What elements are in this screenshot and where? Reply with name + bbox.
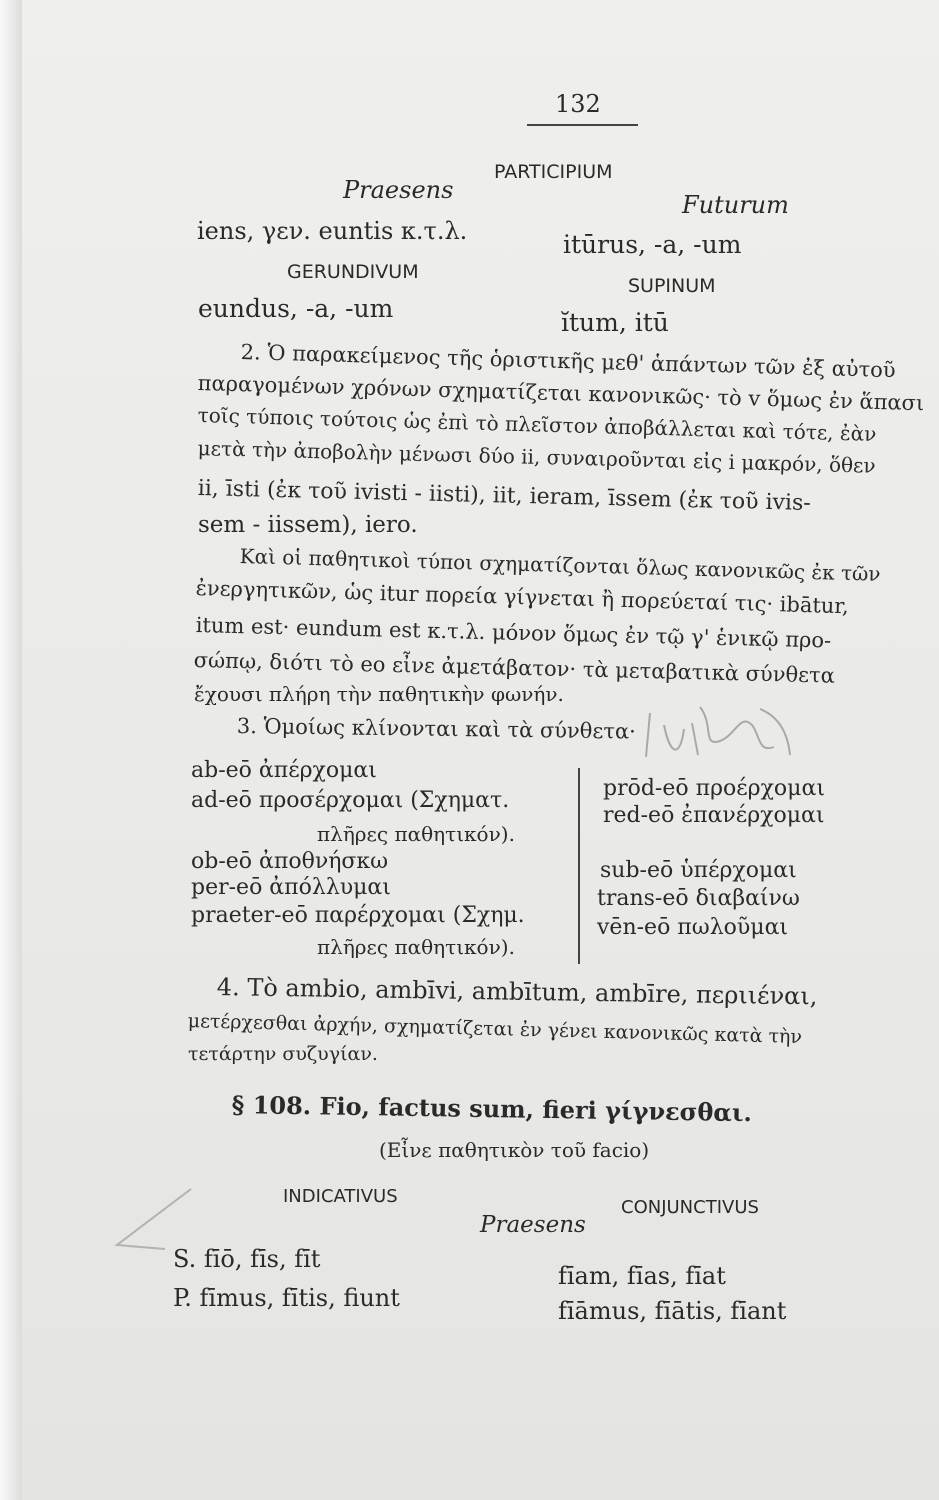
paragraph-line: τετάρτην συζυγίαν. — [188, 1043, 378, 1065]
compounds-divider — [578, 768, 580, 964]
compound-entry: ab-eō ἀπέρχομαι — [191, 758, 377, 783]
page-edge — [0, 0, 22, 1500]
book-page — [22, 0, 939, 1500]
section-108-title: § 108. Fio, factus sum, fieri γίγνεσθαι. — [231, 1090, 753, 1128]
pencil-scribble — [640, 695, 800, 775]
compound-entry: ad-eō προσέρχομαι (Σχηματ. — [191, 788, 510, 813]
gerundivum-form: eundus, -a, -um — [198, 294, 394, 323]
paragraph-line: μετέρχεσθαι ἀρχήν, σχηματίζεται ἐν γένει κανονικῶς κατὰ τὴν — [187, 1010, 803, 1049]
participium-heading: PARTICIPIUM — [494, 161, 613, 183]
paragraph-3: 3. Ὁμοίως κλίνονται καὶ τὰ σύνθετα· — [236, 714, 636, 744]
paragraph-line: sem - iissem), iero. — [198, 512, 418, 538]
conjunctivus-label: CONJUNCTIVUS — [621, 1197, 759, 1218]
page-number: 132 — [555, 90, 601, 118]
paragraph-line: παραγομένων χρόνων σχηματίζεται κανονικῶς· τὸ v ὅμως ἐν ἅπασι — [197, 371, 925, 416]
participle-praesens-form: iens, γεν. euntis κ.τ.λ. — [197, 217, 468, 245]
paragraph-line: ii, īsti (ἐκ τοῦ ivisti - iisti), iit, ieram, īssem (ἐκ τοῦ ivis- — [197, 476, 812, 516]
paragraph-line: 2. Ὁ παρακείμενος τῆς ὁριστικῆς μεθ' ἁπάντων τῶν ἐξ αὐτοῦ — [240, 340, 896, 383]
gerundivum-label: GERUNDIVUM — [287, 261, 419, 283]
compound-entry: ob-eō ἀποθνήσκω — [191, 849, 389, 874]
paragraph-line: τοῖς τύποις τούτοις ὡς ἐπὶ τὸ πλεῖστον ἀποβάλλεται καὶ τότε, ἐὰν — [197, 403, 877, 446]
compound-entry: praeter-eō παρέρχομαι (Σχημ. — [191, 903, 525, 928]
compound-entry: per-eō ἀπόλλυμαι — [191, 875, 391, 900]
paragraph-line: ἔχουσι πλήρη τὴν παθητικὴν φωνήν. — [194, 682, 564, 706]
futurum-label: Futurum — [682, 191, 789, 219]
compound-entry: prōd-eō προέρχομαι — [603, 776, 825, 801]
compound-entry: trans-eō διαβαίνω — [597, 886, 800, 911]
page-number-rule — [527, 124, 638, 126]
compound-entry: sub-eō ὑπέρχομαι — [600, 858, 797, 883]
paragraph-line: Καὶ οἱ παθητικοὶ τύποι σχηματίζονται ὅλως κανονικῶς ἐκ τῶν — [239, 544, 881, 586]
paragraph-line: ἐνεργητικῶν, ὡς itur πορεία γίγνεται ἢ πορεύεταί τις· ibātur, — [195, 576, 850, 619]
paragraph-line: 4. Τὸ ambio, ambīvi, ambītum, ambīre, περιιέναι, — [216, 973, 818, 1011]
praesens-label-108: Praesens — [480, 1212, 586, 1238]
conjunctive-plural: fīāmus, fīātis, fīant — [558, 1297, 787, 1325]
indicativus-label: INDICATIVUS — [283, 1186, 398, 1207]
praesens-label: Praesens — [343, 176, 454, 204]
participle-futurum-form: itūrus, -a, -um — [563, 230, 742, 259]
paragraph-line: σώπῳ, διότι τὸ eo εἶνε ἀμετάβατον· τὰ μεταβατικὰ σύνθετα — [193, 648, 836, 688]
paragraph-line: itum est· eundum est κ.τ.λ. μόνον ὅμως ἐν τῷ γ' ἑνικῷ προ- — [195, 613, 832, 653]
compound-entry: πλῆρες παθητικόν). — [317, 935, 515, 959]
compound-entry: πλῆρες παθητικόν). — [317, 822, 515, 846]
indicative-plural: P. fīmus, fītis, fiunt — [173, 1284, 400, 1312]
paragraph-line: μετὰ τὴν ἀποβολὴν μένωσι δύο ii, συναιροῦνται εἰς i μακρόν, ὅθεν — [197, 436, 876, 478]
section-108-subtitle: (Εἶνε παθητικὸν τοῦ facio) — [379, 1138, 650, 1162]
supinum-label: SUPINUM — [628, 275, 716, 297]
indicative-singular: S. fīō, fīs, fīt — [173, 1245, 321, 1273]
supinum-form: ĭtum, itū — [561, 308, 669, 337]
compound-entry: red-eō ἐπανέρχομαι — [603, 803, 825, 828]
conjunctive-singular: fīam, fīas, fīat — [558, 1262, 726, 1290]
compound-entry: vēn-eō πωλοῦμαι — [597, 915, 789, 940]
